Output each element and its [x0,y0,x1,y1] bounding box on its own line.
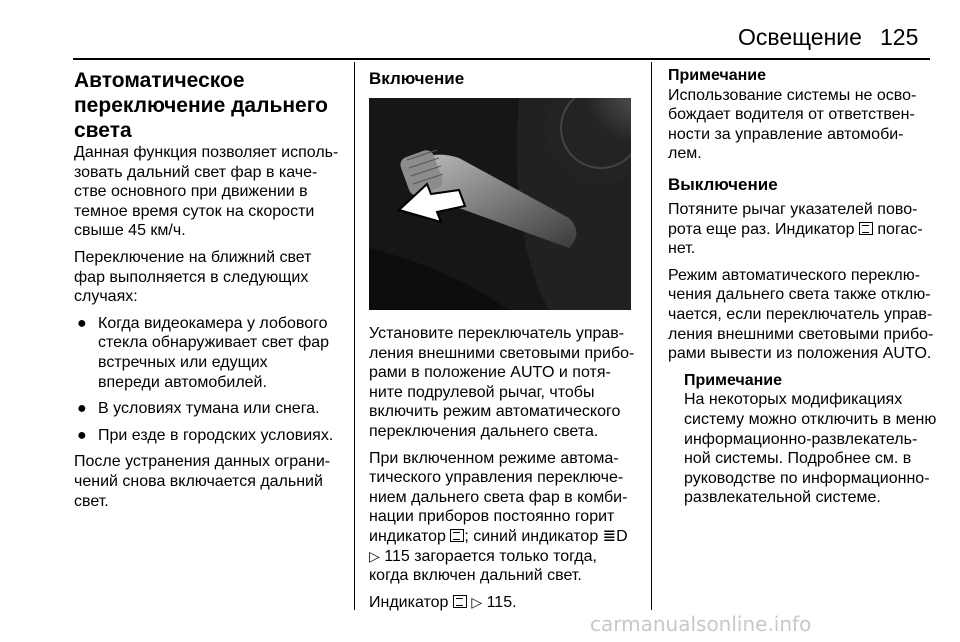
intro-paragraph: Данная функция позволяет исполь- зовать дальний свет фар в каче- стве основного при движении в темное время суток на скорости свыше 45 км/ч. [74,144,339,240]
column-3 [668,62,937,515]
list-item: ● При езде в городских условиях. [77,426,334,444]
switch-paragraph: Переключение на ближний свет фар выполняется в следующих случаях: [74,248,312,306]
watermark: carmanualsonline.info [590,612,812,636]
bullet-icon: ● [77,426,87,444]
note-block [668,371,937,508]
feature-title [74,68,346,143]
high-beam-indicator-icon: ≣D [602,527,628,545]
note-label: Примечание [668,67,767,84]
auto-light-indicator-icon [859,222,873,235]
auto-off-paragraph: Режим автоматического переклю- чения дальнего света также отклю- чается, если переключатель управ- ления внешними световыми прибо- рами вывести из положения AUTO. [668,266,934,363]
column-divider-1 [354,62,355,610]
column-2 [369,62,637,619]
title-line: света [74,119,132,142]
column-1 [74,62,346,518]
header-rule [73,58,930,60]
indicator-ref-paragraph: Индикатор ▷ 115. [369,593,517,611]
bullet-icon: ● [77,400,87,418]
headlight-lever-photo [369,98,631,310]
page-number: 125 [880,24,919,50]
note-label: Примечание [684,371,783,389]
page-ref-icon: ▷ [369,547,380,564]
heading-enable: Включение [369,69,465,88]
conditions-list [74,314,346,446]
heading-disable: Выключение [668,174,778,194]
auto-light-indicator-icon [450,529,464,542]
note-paragraph: Использование системы не осво- бождает водителя от ответствен- ности за управление автомоби- лем. [668,86,917,163]
after-paragraph: После устранения данных ограни- чений снова включается дальний свет. [74,453,331,510]
page-header [0,0,960,60]
bullet-icon: ● [77,314,87,332]
title-line: переключение дальнего [74,94,329,117]
list-item: ● Когда видеокамера у лобового стекла обнаруживает свет фар встречных или едущих впереди автомобилей. [77,314,330,391]
disable-paragraph: Потяните рычаг указателей пово- рота еще раз. Индикатор погас- нет. [668,200,923,258]
indicator-paragraph: При включенном режиме автома- тического управления переключе- нием дальнего света фар в комби- нации приборов постоянно горит индикатор ; синий индикатор ≣D ▷ 115 загорается только тогда, когда включен дальний свет. [369,449,628,585]
auto-light-indicator-icon [453,595,467,608]
section-title: Освещение [738,24,862,50]
page-ref-icon: ▷ [471,593,483,610]
column-divider-2 [651,62,652,610]
note-paragraph: На некоторых модификациях систему можно отключить в меню информационно-развлекатель- ной системы. Подробнее см. в руководстве по информационно- развлекательной системе. [684,391,937,507]
title-line: Автоматическое [74,69,245,92]
enable-paragraph: Установите переключатель управ- ления внешними световыми прибо- рами в положение AUTO и потя- ните подрулевой рычаг, чтобы включить режим автоматического переключения дальнего света. [369,325,635,440]
list-item: ● В условиях тумана или снега. [77,400,320,418]
